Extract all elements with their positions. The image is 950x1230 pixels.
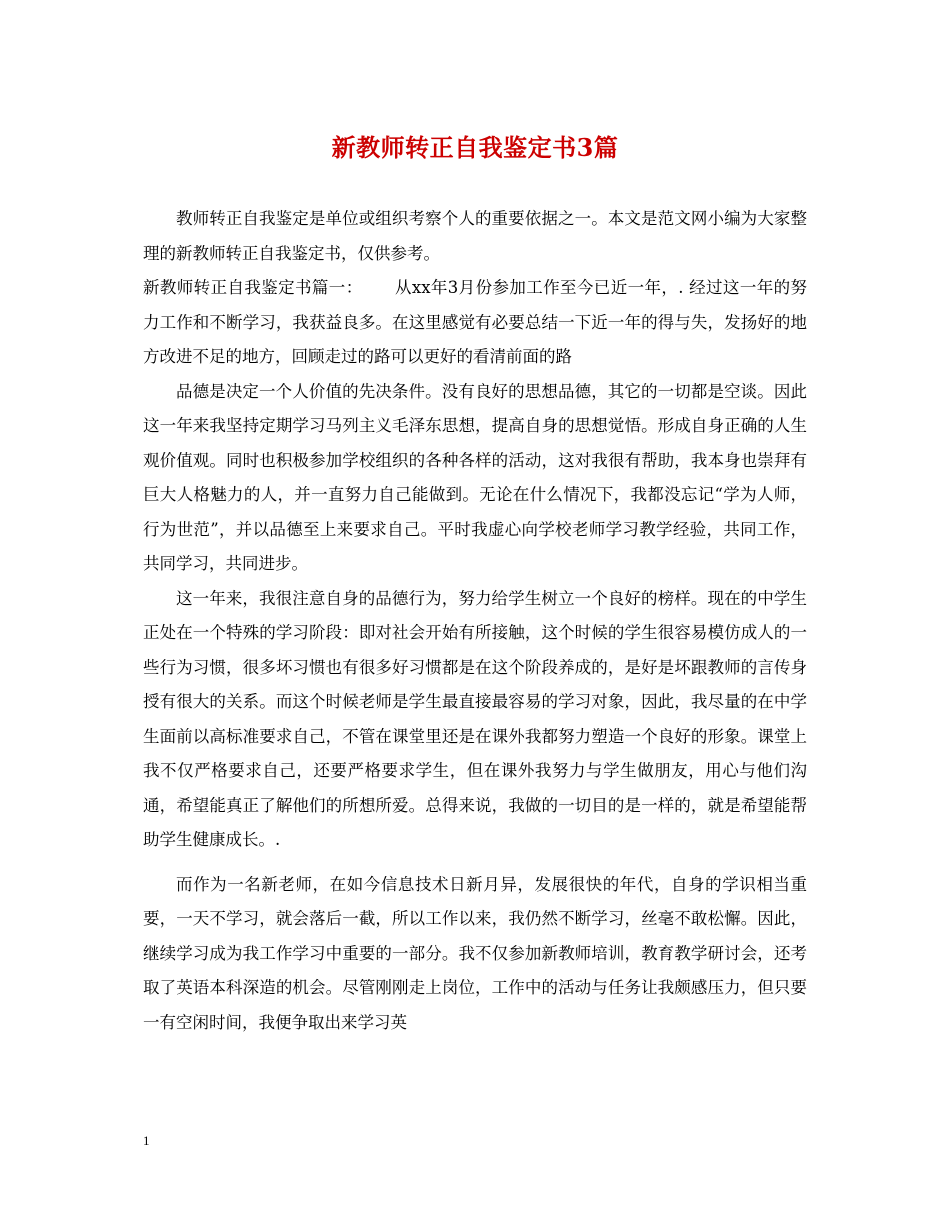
body-paragraph-learning: 而作为一名新老师，在如今信息技术日新月异，发展很快的年代，自身的学识相当重要，一天不学习，就会落后一截，所以工作以来，我仍然不断学习，丝毫不敢松懈。因此，继续学习成为我工作学习中重要的一部分。我不仅参加新教师培训，教育教学研讨会，还考取了英语本科深造的机会。尽管刚刚走上岗位，工作中的活动与任务让我颇感压力，但只要一有空闲时间，我便争取出来学习英 bbox=[143, 874, 807, 1032]
section-one-paragraph bbox=[143, 271, 807, 375]
section-label: 新教师转正自我鉴定书篇一： bbox=[143, 278, 363, 297]
section-text: 从xx年3月份参加工作至今已近一年，. 经过这一年的努力工作和不断学习，我获益良多。在这里感觉有必要总结一下近一年的得与失，发扬好的地方改进不足的地方，回顾走过的路可以更好的看清前面的路 bbox=[143, 278, 808, 366]
document-body bbox=[143, 202, 807, 1040]
body-paragraph-example: 这一年来，我很注意自身的品德行为，努力给学生树立一个良好的榜样。现在的中学生正处在一个特殊的学习阶段：即对社会开始有所接触，这个时候的学生很容易模仿成人的一些行为习惯，很多坏习惯也有很多好习惯都是在这个阶段养成的，是好是坏跟教师的言传身授有很大的关系。而这个时候老师是学生最直接最容易的学习对象，因此，我尽量的在中学生面前以高标准要求自己，不管在课堂里还是在课外我都努力塑造一个良好的形象。课堂上我不仅严格要求自己，还要严格要求学生，但在课外我努力与学生做朋友，用心与他们沟通，希望能真正了解他们的所想所爱。总得来说，我做的一切目的是一样的，就是希望能帮助学生健康成长。. bbox=[143, 588, 807, 849]
page-number: 1 bbox=[143, 1133, 150, 1148]
intro-paragraph: 教师转正自我鉴定是单位或组织考察个人的重要依据之一。本文是范文网小编为大家整理的新教师转正自我鉴定书，仅供参考。 bbox=[143, 209, 807, 263]
body-paragraph-virtue: 品德是决定一个人价值的先决条件。没有良好的思想品德，其它的一切都是空谈。因此这一年来我坚持定期学习马列主义毛泽东思想，提高自身的思想觉悟。形成自身正确的人生观价值观。同时也积极参加学校组织的各种各样的活动，这对我很有帮助，我本身也崇拜有巨大人格魅力的人，并一直努力自己能做到。无论在什么情况下，我都没忘记“学为人师，行为世范”，并以品德至上来要求自己。平时我虚心向学校老师学习教学经验，共同工作，共同学习，共同进步。 bbox=[143, 381, 807, 573]
document-title: 新教师转正自我鉴定书3篇 bbox=[331, 133, 619, 162]
